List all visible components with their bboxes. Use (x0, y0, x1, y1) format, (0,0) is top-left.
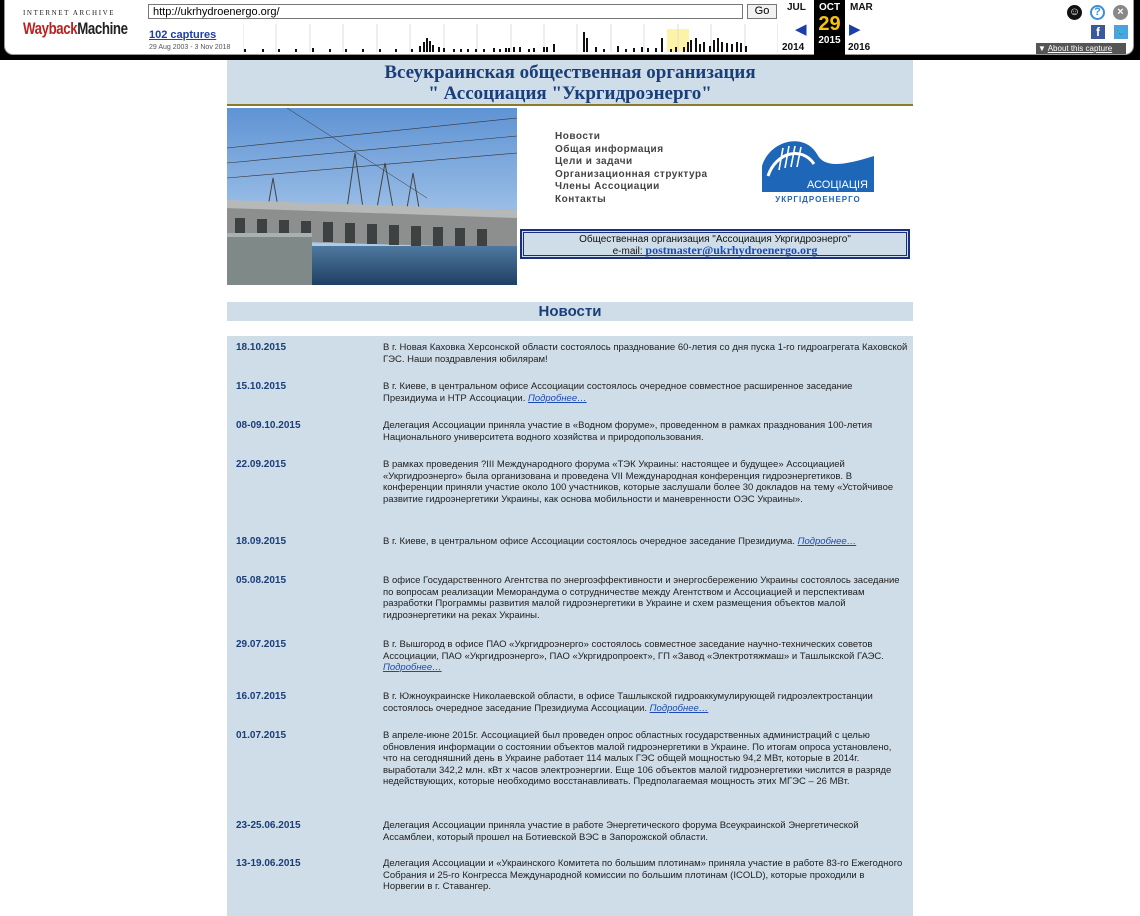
sparkline-bar (655, 48, 657, 52)
sparkline-bar (745, 46, 747, 52)
sparkline-bar (726, 43, 728, 52)
sparkline-bar (740, 43, 742, 52)
sparkline-bar (508, 48, 510, 52)
news-text-body: В г. Киеве, в центральном офисе Ассоциации состоялось очередное заседание Президиума. (383, 536, 795, 547)
news-date: 16.07.2015 (236, 691, 287, 702)
read-more-link[interactable]: Подробнее… (383, 662, 442, 673)
news-text (383, 691, 908, 714)
news-date: 18.09.2015 (236, 536, 287, 547)
go-button[interactable]: Go (747, 4, 777, 19)
sparkline-bar (717, 38, 719, 52)
news-text (383, 381, 908, 404)
contact-org-name: Общественная организация "Ассоциация Укргидроэнерго" (579, 234, 851, 245)
hydro-dam-photo (227, 108, 517, 285)
sparkline-bar (312, 48, 314, 52)
sparkline-bar (244, 49, 246, 52)
sparkline-bar (731, 44, 733, 52)
main-nav (555, 131, 708, 206)
sparkline-bar (295, 49, 297, 52)
nav-item-general-info[interactable]: Общая информация (555, 143, 664, 155)
nav-item-goals[interactable]: Цели и задачи (555, 156, 633, 167)
read-more-link[interactable]: Подробнее… (527, 392, 587, 404)
news-text (383, 459, 908, 505)
sparkline-bar (586, 38, 588, 52)
site-header (227, 60, 913, 106)
sparkline-bar (395, 49, 397, 52)
news-text (383, 575, 908, 621)
sparkline-bar (583, 32, 585, 52)
capture-sparkline[interactable] (243, 24, 778, 52)
site-title-line2: " Ассоциация "Укргидроэнерго" (428, 83, 712, 104)
sparkline-bar (493, 48, 495, 52)
sparkline-bar (625, 49, 627, 52)
sparkline-bar (709, 46, 711, 52)
news-text-body: В г. Вышгород в офисе ПАО «Укргидроэнерго» состоялось совместное заседание научно-технических советов Ассоциации, ПАО «Укргидроэнерго», ПАО «Укргидропроект», ГП «Завод «Электротяжмаш» и Ташлыкской ГАЭС. (383, 639, 884, 662)
news-text-body: Делегация Ассоциации приняла участие в «Водном форуме», проведенном в рамках празднования 100-летия Национального университета водного хозяйства и природопользования. (383, 420, 873, 443)
sparkline-bar (595, 47, 597, 52)
sparkline-bar (699, 44, 701, 52)
sparkline-bar (499, 49, 501, 52)
wayback-toolbar-panel (4, 0, 1134, 55)
current-month: OCT (818, 2, 841, 13)
sparkline-bar (670, 49, 672, 52)
calendar-navigator (781, 0, 877, 55)
news-text-body: В апреле-июне 2015г. Ассоциацией был проведен опрос областных государственных администраций с целью обновления информации о состоянии объектов малой гидроэнергетики в Украине. По итогам опроса установлено, что на сегодняшний день в Украине работает 114 малых ГЭС общей мощностью 94,2 МВт, которые в 2014г. выработали 342,2 млн. кВт х часов электроэнергии. Еще 106 объектов малой гидроэнергетики числится в разряде недействующих, которые необходимо восстанавливать. Предполагаемая мощность этих МГЭС – 26 МВт. (383, 730, 892, 787)
current-year: 2015 (818, 35, 841, 46)
news-text (383, 536, 908, 548)
machine-word: Machine (77, 19, 128, 38)
prev-capture-arrow-icon[interactable]: ◀ (795, 21, 807, 38)
sparkline-bar (483, 49, 485, 52)
news-text-body: Делегация Ассоциации приняла участие в работе Энергетического форума Всеукраинской Энергетической Ассамблеи, который прошел на Ботиевской ВЭС в Запорожской области. (383, 820, 859, 843)
news-text-body: В г. Новая Каховка Херсонской области состоялось празднование 60-летия со дня пуска 1-го гидроагрегата Каховской ГЭС. Наши поздравления юбилярам! (383, 342, 908, 365)
news-text (383, 420, 908, 443)
next-year-label[interactable]: 2016 (848, 42, 871, 53)
sparkline-bar (675, 47, 677, 52)
help-icon[interactable]: ? (1090, 5, 1105, 20)
sparkline-bar (647, 48, 649, 52)
sparkline-bar (603, 49, 605, 52)
news-list (227, 336, 913, 916)
prev-month-label[interactable]: JUL (787, 2, 806, 13)
sparkline-bar (443, 48, 445, 52)
sparkline-bar (262, 49, 264, 52)
news-date: 22.09.2015 (236, 459, 287, 470)
internet-archive-label: INTERNET ARCHIVE (23, 9, 116, 17)
news-text (383, 820, 908, 843)
nav-item-news[interactable]: Новости (555, 131, 601, 142)
sparkline-bar (553, 44, 555, 52)
facebook-icon[interactable]: f (1091, 25, 1105, 39)
sparkline-bar (419, 46, 421, 52)
sparkline-bar (533, 48, 535, 52)
user-icon[interactable]: ☺ (1068, 6, 1081, 18)
association-logo (762, 136, 874, 206)
next-capture-arrow-icon[interactable]: ▶ (849, 21, 861, 38)
sparkline-bar (513, 47, 515, 52)
sparkline-bar (329, 49, 331, 52)
sparkline-bar (683, 47, 685, 52)
sparkline-bar (453, 49, 455, 52)
news-text (383, 342, 908, 365)
sparkline-bar (661, 38, 663, 52)
news-text (383, 730, 908, 788)
news-text (383, 858, 908, 893)
sparkline-bar (475, 49, 477, 52)
sparkline-bar (467, 49, 469, 52)
news-date: 01.07.2015 (236, 730, 287, 741)
sparkline-bar (432, 45, 434, 52)
sparkline-bar (505, 48, 507, 52)
news-date: 08-09.10.2015 (236, 420, 301, 431)
sparkline-bar (713, 40, 715, 52)
wayback-toolbar (0, 0, 1140, 60)
read-more-link[interactable]: Подробнее… (649, 702, 709, 714)
sparkline-bar (379, 49, 381, 52)
close-icon[interactable]: × (1113, 5, 1128, 20)
contact-box (520, 229, 910, 259)
site-title-line1: Всеукраинская общественная организация (384, 62, 756, 83)
current-day: 29 (818, 13, 841, 35)
wayback-logo[interactable] (23, 9, 128, 45)
read-more-link[interactable]: Подробнее… (797, 536, 857, 547)
hero-section (227, 108, 913, 286)
prev-year-label[interactable]: 2014 (782, 42, 805, 53)
news-text-body: В офисе Государственного Агентства по энергоэффективности и энергосбережению Украины состоялось заседание по вопросам реализации Меморандума о сотрудничестве между Агентством и Ассоциацией и перспективам разработки Программы развития малой гидроэнергетики в Украине и схем размещения объектов малой гидроэнергетики на реках Украины. (383, 575, 900, 621)
sparkline-bar (438, 47, 440, 52)
news-date: 05.08.2015 (236, 575, 287, 586)
sparkline-bar (460, 49, 462, 52)
sparkline-bar (695, 38, 697, 52)
contact-box-inner (523, 232, 907, 256)
news-date: 18.10.2015 (236, 342, 287, 353)
news-date: 13-19.06.2015 (236, 858, 301, 869)
news-heading: Новости (227, 302, 913, 321)
news-date: 15.10.2015 (236, 381, 287, 392)
logo-text-ukrhydroenergo: УКРГІДРОЕНЕРГО (775, 195, 861, 204)
sparkline-bar (633, 48, 635, 52)
sparkline-bar (362, 49, 364, 52)
email-link[interactable]: postmaster@ukrhydroenergo.org (645, 243, 818, 257)
news-date: 29.07.2015 (236, 639, 287, 650)
nav-item-contacts[interactable]: Контакты (555, 193, 607, 205)
sparkline-bar (721, 42, 723, 52)
news-text-body: В г. Южноукраинске Николаевской области, в офисе Ташлыкской гидроаккумулирующей гидроэлектростанции состоялось очередное заседание Президиума Ассоциации. (383, 691, 873, 714)
news-text-body: Делегация Ассоциации и «Украинского Комитета по большим плотинам» приняла участие в работе 83-го Ежегодного Собрания и 25-го Конгресса Международной комиссии по большим плотинам (ICOLD), которые проходили в Норвегии в г. Ставангер. (383, 858, 903, 892)
wayback-word: Wayback (23, 19, 78, 38)
url-input[interactable] (148, 4, 743, 19)
news-text-body: В г. Киеве, в центральном офисе Ассоциации состоялось очередное совместное расширенное заседание Президиума и НТР Ассоциации. (383, 381, 853, 404)
sparkline-bar (736, 42, 738, 52)
capture-date-range: 29 Aug 2003 - 3 Nov 2018 (149, 44, 231, 51)
sparkline-bar (278, 49, 280, 52)
sparkline-year-dividers (243, 24, 778, 52)
sparkline-bar (546, 47, 548, 52)
nav-item-members[interactable]: Члены Ассоциации (555, 181, 660, 192)
logo-text-association: АСОЦІАЦІЯ (806, 179, 868, 191)
current-capture-date (814, 0, 845, 55)
sparkline-bar (543, 47, 545, 52)
next-month-label[interactable]: MAR (850, 2, 873, 13)
nav-item-structure[interactable]: Организационная структура (555, 168, 708, 180)
sparkline-bar (429, 41, 431, 52)
sparkline-bar (617, 46, 619, 52)
sparkline-bar (519, 47, 521, 52)
twitter-icon[interactable]: 🐦 (1115, 27, 1127, 37)
sparkline-bar (703, 42, 705, 52)
news-text (383, 639, 908, 674)
sparkline-bar (641, 47, 643, 52)
archived-page (227, 60, 913, 286)
news-date: 23-25.06.2015 (236, 820, 301, 831)
sparkline-bar (411, 49, 413, 52)
captures-link[interactable]: 102 captures (149, 29, 217, 41)
sparkline-bar (345, 49, 347, 52)
wayback-machine-wordmark (23, 19, 128, 38)
contact-email-line (524, 245, 906, 257)
sparkline-bar (687, 42, 689, 52)
sparkline-bar (423, 42, 425, 52)
sparkline-bar (528, 49, 530, 52)
about-capture-label: About this capture (1047, 44, 1113, 53)
sparkline-bar (426, 38, 428, 52)
sparkline-bar (690, 40, 692, 52)
news-text-body: В рамках проведения ?III Международного форума «ТЭК Украины: настоящее и будущее» Ассоциацией «Укргидроэнерго» была организована и проведена VII Международная конференция гидроэнергетиков. В конференции приняли участие около 100 участников, которые заслушали более 30 докладов на тему «Устойчивое развитие гидроэнергетики Украины, как основа мобильности и маневренности ОЭС Украины». (383, 459, 894, 505)
email-label: e-mail: (612, 246, 643, 257)
about-capture-button[interactable]: ▼ About this capture (1036, 43, 1126, 54)
